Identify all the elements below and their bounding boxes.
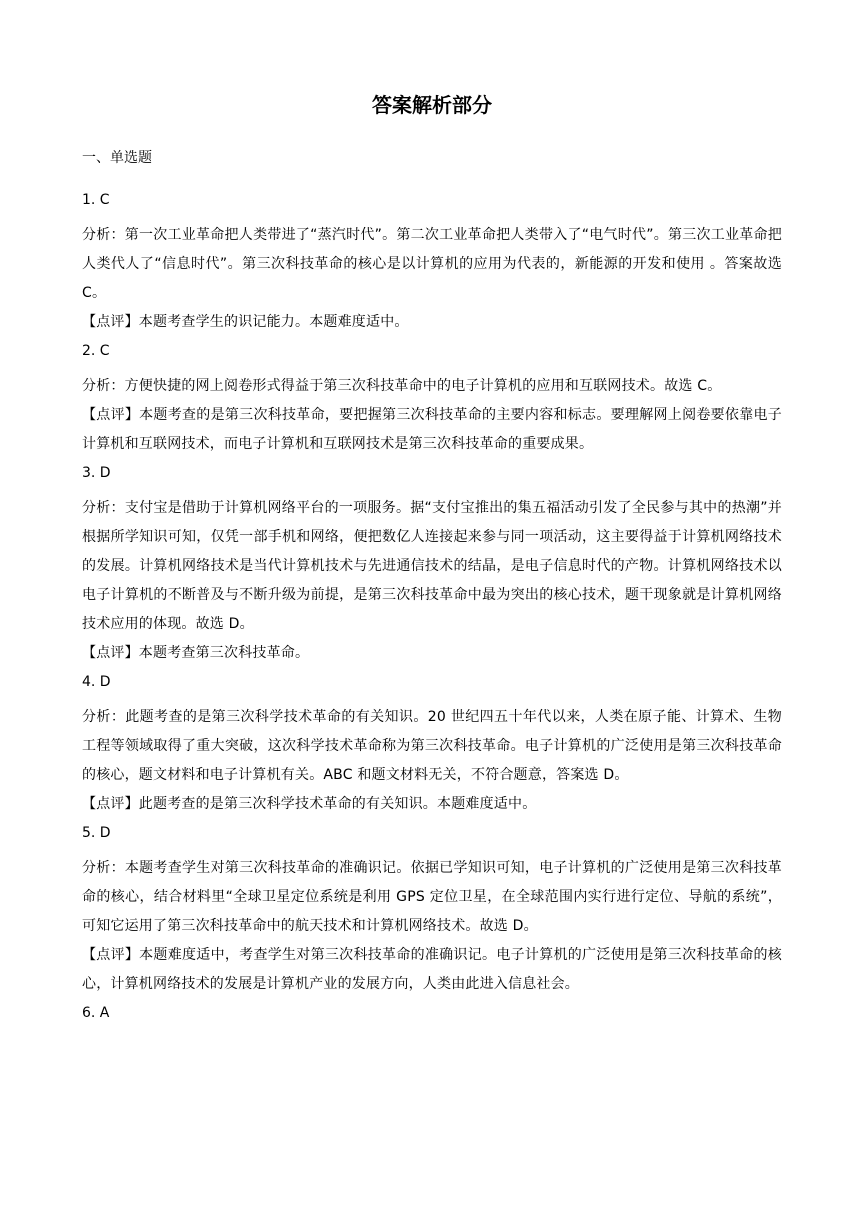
question-analysis: 分析：方便快捷的网上阅卷形式得益于第三次科技革命中的电子计算机的应用和互联网技术。故选 C。 (82, 378, 722, 394)
question-3 (82, 463, 782, 668)
question-number: 5. D (82, 825, 111, 841)
question-review: 【点评】本题考查第三次科技革命。 (82, 645, 310, 661)
question-analysis: 分析：第一次工业革命把人类带进了“蒸汽时代”。第二次工业革命把人类带入了“电气时代”。第三次工业革命把人类代人了“信息时代”。第三次科技革命的核心是以计算机的应用为代表的，新能源的开发和使用 。答案故选 C。 (82, 227, 782, 301)
question-review: 【点评】本题难度适中，考查学生对第三次科技革命的准确识记。电子计算机的广泛使用是第三次科技革命的核心，计算机网络技术的发展是计算机产业的发展方向，人类由此进入信息社会。 (82, 947, 782, 992)
question-analysis: 分析：本题考查学生对第三次科技革命的准确识记。依据已学知识可知，电子计算机的广泛使用是第三次科技革命的核心，结合材料里“全球卫星定位系统是利用 GPS 定位卫星，在全球范围内实行进行定位、导航的系统”，可知它运用了第三次科技革命中的航天技术和计算机网络技术。故选 D。 (82, 860, 782, 934)
question-number: 3. D (82, 465, 111, 481)
question-number: 6. A (82, 1005, 110, 1021)
question-1 (82, 190, 782, 337)
question-4 (82, 672, 782, 819)
question-analysis: 分析：此题考查的是第三次科学技术革命的有关知识。20 世纪四五十年代以来，人类在原子能、计算术、生物工程等领域取得了重大突破，这次科学技术革命称为第三次科技革命。电子计算机的广泛使用是第三次科技革命的核心，题文材料和电子计算机有关。ABC 和题文材料无关，不符合题意，答案选 D。 (82, 709, 782, 783)
question-2 (82, 341, 782, 459)
question-6 (82, 1003, 782, 1023)
question-number: 1. C (82, 192, 110, 208)
question-5 (82, 823, 782, 999)
question-number: 4. D (82, 674, 111, 690)
section-heading: 一、单选题 (82, 150, 152, 166)
question-review: 【点评】此题考查的是第三次科学技术革命的有关知识。本题难度适中。 (82, 796, 537, 812)
page-title: 答案解析部分 (372, 93, 492, 117)
question-review: 【点评】本题考查学生的识记能力。本题难度适中。 (82, 314, 409, 330)
question-analysis: 分析：支付宝是借助于计算机网络平台的一项服务。据“支付宝推出的集五福活动引发了全民参与其中的热潮”并根据所学知识可知，仅凭一部手机和网络，便把数亿人连接起来参与同一项活动，这主要得益于计算机网络技术的发展。计算机网络技术是当代计算机技术与先进通信技术的结晶，是电子信息时代的产物。计算机网络技术以电子计算机的不断普及与不断升级为前提，是第三次科技革命中最为突出的核心技术，题干现象就是计算机网络技术应用的体现。故选 D。 (82, 500, 782, 632)
question-review: 【点评】本题考查的是第三次科技革命，要把握第三次科技革命的主要内容和标志。要理解网上阅卷要依靠电子计算机和互联网技术，而电子计算机和互联网技术是第三次科技革命的重要成果。 (82, 407, 782, 452)
question-number: 2. C (82, 343, 110, 359)
